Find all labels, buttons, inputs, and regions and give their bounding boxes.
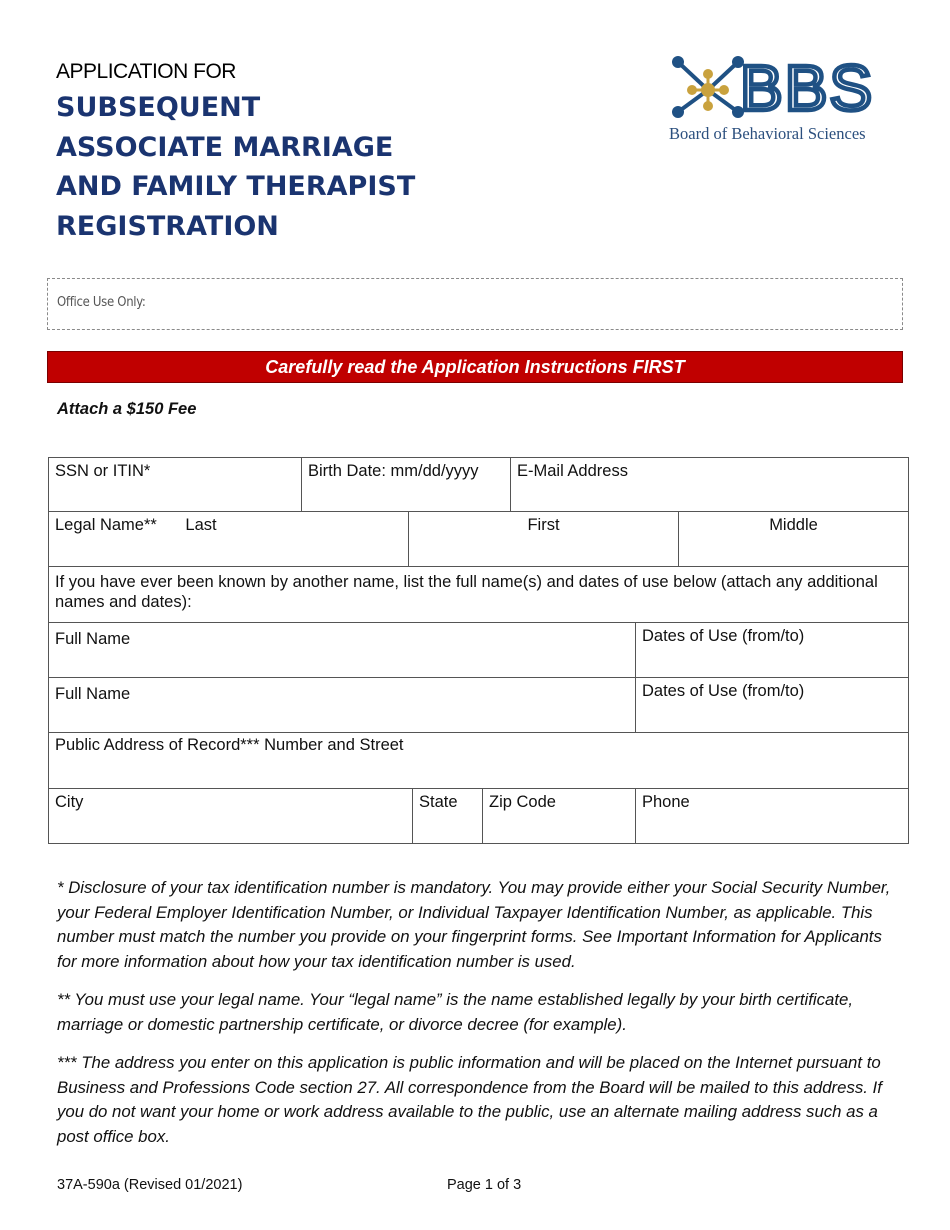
fee-notice: Attach a $150 Fee: [57, 400, 197, 418]
title-line: REGISTRATION: [56, 210, 279, 242]
legal-name-label: Legal Name**: [55, 516, 157, 534]
first-name-field[interactable]: [408, 511, 679, 567]
address-label: Public Address of Record*** Number and Street: [55, 736, 404, 754]
state-field[interactable]: [412, 788, 483, 844]
bbs-org-name: Board of Behavioral Sciences: [669, 124, 866, 143]
last-name-label: Last: [185, 516, 217, 534]
office-use-label: Office Use Only:: [57, 295, 146, 310]
ssn-field[interactable]: [48, 457, 302, 512]
instructions-banner: Carefully read the Application Instructions FIRST: [47, 351, 903, 383]
zip-code-field[interactable]: [482, 788, 636, 844]
title-line: AND FAMILY THERAPIST: [56, 171, 416, 202]
phone-field[interactable]: [635, 788, 909, 844]
dates-of-use-1-field[interactable]: [635, 622, 909, 678]
public-address-note: *** The address you enter on this application is public information and will be placed on the Internet pursuant to Business and Professions Code section 27. All correspondence from the Board will be mailed to this address. If you do not want your home or work address available to the public, use an alternate mailing address such as a post office box.: [57, 1053, 882, 1146]
dates-of-use-2-field[interactable]: [635, 677, 909, 733]
dates-of-use-1-label: Dates of Use (from/to): [642, 627, 805, 645]
molecule-icon: [672, 56, 744, 118]
birth-date-field[interactable]: [301, 457, 511, 512]
full-name-1-label: Full Name: [55, 630, 131, 648]
full-name-2-field[interactable]: [48, 677, 636, 733]
city-label: City: [55, 793, 84, 811]
ssn-label: SSN or ITIN*: [55, 462, 151, 480]
middle-name-label: Middle: [769, 516, 818, 534]
other-names-note: If you have ever been known by another name, list the full name(s) and dates of use below (attach any additional names and dates):: [55, 573, 878, 611]
email-label: E-Mail Address: [517, 462, 628, 480]
zip-code-label: Zip Code: [489, 793, 556, 811]
office-use-box: [47, 278, 903, 330]
first-name-label: First: [527, 516, 560, 534]
middle-name-field[interactable]: [678, 511, 909, 567]
title-line: ASSOCIATE MARRIAGE: [56, 131, 394, 163]
last-name-field[interactable]: [48, 511, 409, 567]
bbs-letters: BBS: [740, 52, 875, 124]
page-title: [56, 88, 516, 246]
email-field[interactable]: [510, 457, 909, 512]
page-number: Page 1 of 3: [447, 1177, 522, 1193]
state-label: State: [419, 793, 458, 811]
form-number: 37A-590a (Revised 01/2021): [57, 1177, 243, 1193]
tax-id-note: * Disclosure of your tax identification number is mandatory. You may provide either your Social Security Number, your Federal Employer Identification Number, or Individual Taxpayer Identification Number, as applicable. This number must match the number you provide on your fingerprint forms. See Important Information for Applicants for more information about how your tax identification number is used.: [57, 878, 891, 971]
birth-date-label: Birth Date: mm/dd/yyyy: [308, 462, 479, 480]
city-field[interactable]: [48, 788, 413, 844]
title-line: SUBSEQUENT: [56, 92, 261, 123]
application-for-label: APPLICATION FOR: [56, 60, 236, 83]
full-name-2-label: Full Name: [55, 685, 131, 703]
phone-label: Phone: [642, 793, 690, 811]
other-names-instructions: [48, 566, 909, 623]
address-field[interactable]: [48, 732, 909, 789]
full-name-1-field[interactable]: [48, 622, 636, 678]
dates-of-use-2-label: Dates of Use (from/to): [642, 682, 805, 700]
legal-name-note: ** You must use your legal name. Your “legal name” is the name established legally by your birth certificate, marriage or domestic partnership certificate, or divorce decree (for example).: [57, 990, 853, 1034]
